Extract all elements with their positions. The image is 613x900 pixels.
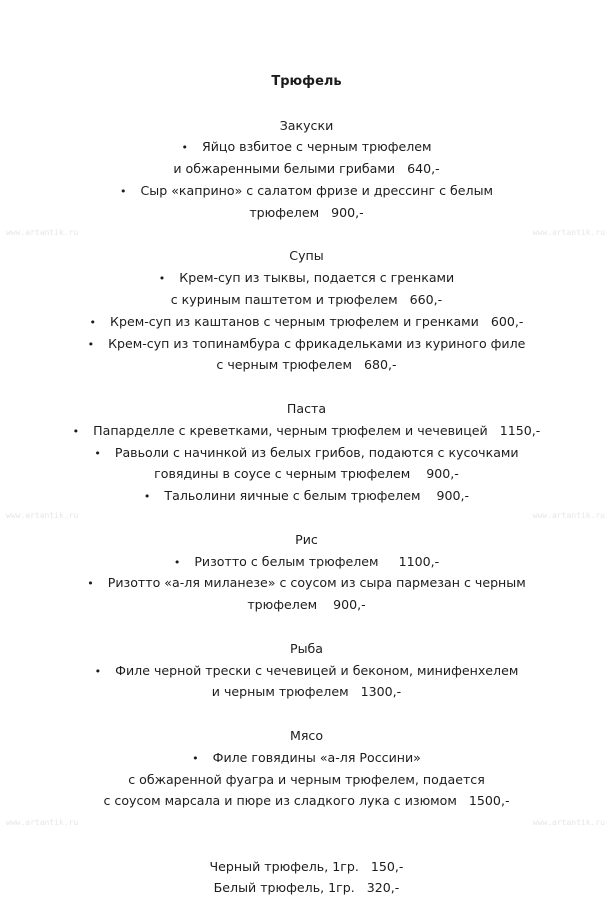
truffle-price-line: Черный трюфель, 1гр. 150,- (209, 858, 404, 874)
menu-item-line (0, 202, 613, 224)
menu-item-text: Папарделле с креветками, черным трюфелем и чечевицей 1150,- (93, 422, 541, 438)
spacer (0, 703, 613, 725)
menu-item (0, 420, 613, 442)
menu-item-line (0, 551, 613, 573)
menu-item-text: говядины в соусе с черным трюфелем 900,- (154, 466, 459, 482)
watermark: www.artantik.ru (532, 818, 605, 827)
menu-item-text: Крем-суп из тыквы, подается с гренками (179, 270, 455, 286)
bullet-icon: • (89, 315, 97, 329)
menu-item-text: и обжаренными белыми грибами 640,- (173, 161, 440, 177)
menu-item-text: Ризотто с белым трюфелем 1100,- (194, 553, 440, 569)
watermark: www.artantik.ru (6, 228, 79, 237)
menu-item (0, 572, 613, 616)
menu-item-text: трюфелем 900,- (249, 204, 364, 220)
menu-item-line (0, 311, 613, 333)
menu-title: Трюфель (271, 74, 342, 89)
section-heading: Мясо (289, 727, 324, 743)
menu-item-text: Яйцо взбитое с черным трюфелем (201, 139, 432, 155)
bullet-icon: • (143, 490, 151, 504)
menu-item (0, 442, 613, 486)
spacer (0, 834, 613, 856)
spacer (0, 224, 613, 246)
bullet-icon: • (94, 446, 101, 460)
section-heading: Закуски (279, 117, 334, 133)
menu-item (0, 551, 613, 573)
menu-item-line (0, 180, 613, 202)
menu-item-text: Равьоли с начинкой из белых грибов, подаются с кусочками (114, 444, 519, 460)
menu-item (0, 136, 613, 180)
menu-item-line (0, 572, 613, 594)
watermark: www.artantik.ru (532, 228, 605, 237)
menu-item-text: Сыр «каприно» с салатом фризе и дрессинг с белым (140, 182, 494, 198)
menu-item-text: Крем-суп из топинамбура с фрикадельками из куриного филе (108, 335, 526, 351)
menu-item-text: с соусом марсала и пюре из сладкого лука с изюмом 1500,- (103, 793, 510, 809)
menu-section (0, 529, 613, 616)
menu-item-text: Ризотто «а-ля миланезе» с соусом из сыра пармезан с черным (107, 575, 526, 591)
watermark: www.artantik.ru (532, 511, 605, 520)
menu-item-line (0, 681, 613, 703)
spacer (0, 812, 613, 834)
menu-item-line (0, 769, 613, 791)
bullet-icon: • (94, 664, 102, 678)
bullet-icon: • (181, 141, 188, 155)
menu-item (0, 660, 613, 704)
menu-item-line (0, 267, 613, 289)
menu-item-line (0, 594, 613, 616)
watermark: www.artantik.ru (6, 818, 79, 827)
bullet-icon: • (173, 555, 181, 569)
menu-item-line (0, 136, 613, 158)
spacer (0, 507, 613, 529)
menu-item (0, 333, 613, 377)
menu-section (0, 398, 613, 507)
menu-item-line (0, 442, 613, 464)
bullet-icon: • (119, 184, 127, 198)
section-heading: Рыба (289, 640, 324, 656)
section-heading: Рис (295, 531, 318, 547)
menu-item (0, 267, 613, 311)
menu-item (0, 311, 613, 333)
spacer (0, 376, 613, 398)
menu-item (0, 180, 613, 224)
menu-section (0, 725, 613, 812)
bullet-icon: • (87, 337, 95, 351)
menu-page (0, 71, 613, 899)
menu-section (0, 245, 613, 376)
menu-item-line (0, 790, 613, 812)
spacer (0, 616, 613, 638)
spacer (0, 93, 613, 115)
menu-item-line (0, 485, 613, 507)
menu-item-text: Тальолини яичные с белым трюфелем 900,- (164, 488, 470, 504)
menu-item-text: и черным трюфелем 1300,- (211, 684, 402, 700)
menu-item-text: с черным трюфелем 680,- (216, 357, 397, 373)
menu-item-line (0, 333, 613, 355)
menu-item-line (0, 289, 613, 311)
bullet-icon: • (72, 424, 80, 438)
menu-item-line (0, 420, 613, 442)
menu-item-line (0, 463, 613, 485)
menu-item-text: с куриным паштетом и трюфелем 660,- (170, 291, 443, 307)
watermark: www.artantik.ru (6, 511, 79, 520)
menu-item (0, 747, 613, 812)
menu-item-line (0, 747, 613, 769)
menu-item (0, 485, 613, 507)
menu-item-text: с обжаренной фуагра и черным трюфелем, подается (128, 771, 485, 787)
truffle-price-line: Белый трюфель, 1гр. 320,- (213, 880, 400, 896)
menu-item-line (0, 354, 613, 376)
bullet-icon: • (87, 577, 94, 591)
menu-item-text: Филе черной трески с чечевицей и беконом, минифенхелем (115, 662, 519, 678)
bullet-icon: • (158, 272, 166, 286)
bullet-icon: • (192, 751, 199, 765)
menu-item-text: Филе говядины «а-ля Россини» (212, 749, 421, 765)
menu-item-text: трюфелем 900,- (247, 597, 366, 613)
menu-item-line (0, 660, 613, 682)
menu-section (0, 638, 613, 703)
menu-section (0, 115, 613, 224)
section-heading: Паста (286, 400, 327, 416)
menu-item-line (0, 158, 613, 180)
menu-item-text: Крем-суп из каштанов с черным трюфелем и гренками 600,- (110, 313, 524, 329)
section-heading: Супы (289, 248, 324, 264)
